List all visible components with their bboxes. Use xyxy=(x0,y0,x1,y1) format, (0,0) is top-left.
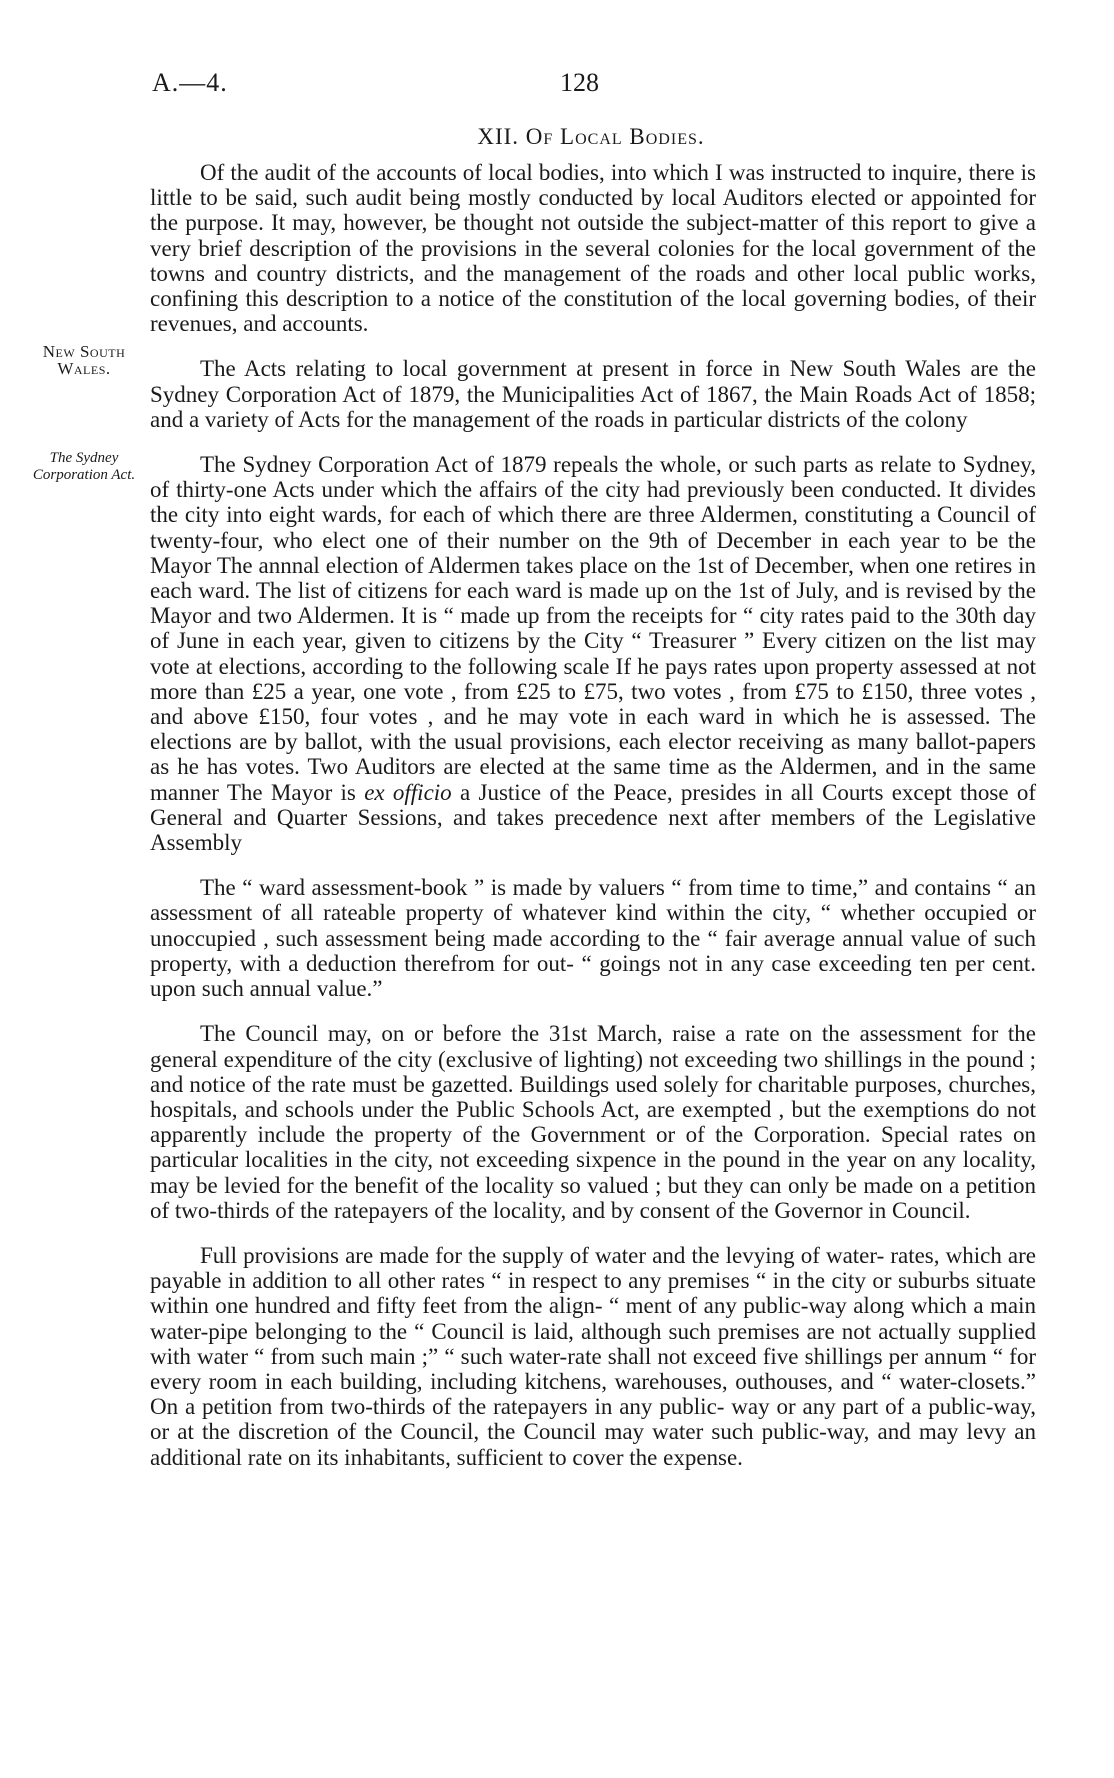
paragraph-local-bodies-audit: Of the audit of the accounts of local bodies, into which I was instructed to inquire, there is little to be said, such audit being mostly conducted by local Auditors elected or appointed for the purpose. It may, however, be thought not outside the subject-matter of this report to give a very brief description of the provisions in the several colonies for the local government of the towns and country districts, and the management of the roads and other local public works, confining this description to a notice of the constitution of the local governing bodies, of their revenues, and accounts. xyxy=(150,160,1036,337)
paragraph-council-rates: The Council may, on or before the 31st March, raise a rate on the assessment for the general expenditure of the city (exclusive of lighting) not exceeding two shillings in the pound ; and notice of the rate must be gazetted. Buildings used solely for charitable purposes, churches, hospitals, and schools under the Public Schools Act, are exempted , but the exemptions do not apparently include the property of the Government or of the Corporation. Special rates on particular localities in the city, not exceeding sixpence in the pound in the year on any locality, may be levied for the benefit of the locality so valued ; but they can only be made on a petition of two-thirds of the ratepayers of the locality, and by consent of the Governor in Council. xyxy=(150,1021,1036,1223)
document-reference: A.—4. xyxy=(152,68,228,97)
paragraph-nsw-acts: The Acts relating to local government at present in force in New South Wales are the Sydney Corporation Act of 1879, the Municipalities Act of 1867, the Main Roads Act of 1858; and a variety of Acts for the management of the roads in particular districts of the colony xyxy=(150,356,1036,432)
paragraph-water-rates: Full provisions are made for the supply of water and the levying of water- rates, which are payable in addition to all other rates “ in respect to any premises “ in the city or suburbs situate within one hundred and fifty feet from the align- “ ment of any public-way along which a main water-pipe belonging to the “ Council is laid, although such premises are not actually supplied with water “ from such main ;” “ such water-rate shall not exceed five shillings per annum “ for every room in each building, including kitchens, warehouses, outhouses, and “ water-closets.” On a petition from two-thirds of the ratepayers in any public- way or any part of a public-way, or at the discretion of the Council, the Council may water such public-way, and may levy an additional rate on its inhabitants, sufficient to cover the expense. xyxy=(150,1242,1036,1470)
italic-ex-officio: ex officio xyxy=(364,779,452,805)
margin-note-sydney-corporation-act: The Sydney Corporation Act. xyxy=(32,450,136,483)
paragraph-sydney-corporation xyxy=(150,452,1036,855)
paragraph-sydney-corporation-text: The Sydney Corporation Act of 1879 repeals the whole, or such parts as relate to Sydney, of thirty-one Acts under which the affairs of the city had previously been conducted. It divides the city into eight wards, for each of which there are three Aldermen, constituting a Council of twenty-four, who elect one of their number on the 9th of December in each year to be the Mayor The annnal election of Aldermen takes place on the 1st of December, when one retires in each ward. The list of citizens for each ward is made up on the 1st of July, and is revised by the Mayor and two Aldermen. It is “ made up from the receipts for “ city rates paid to the 30th day of June in each year, given to citizens by the City “ Treasurer ” Every citizen on the list may vote at elections, according to the following scale If he pays rates upon property assessed at not more than £25 a year, one vote , from £25 to £75, two votes , from £75 to £150, three votes , and above £150, four votes , and he may vote in each ward in which he is assessed. The elections are by ballot, with the usual provisions, each elector receiving as many ballot-papers as he has votes. Two Auditors are elected at the same time as the Aldermen, and in the same manner The Mayor is xyxy=(150,452,1036,805)
margin-note-new-south-wales: New South Wales. xyxy=(42,342,126,378)
paragraph-ward-assessment: The “ ward assessment-book ” is made by valuers “ from time to time,” and contains “ an assessment of all rateable property of whatever kind within the city, “ whether occupied or unoccupied , such assessment being made according to the “ fair average annual value of such property, with a deduction therefrom for out- “ goings not in any case exceeding ten per cent. upon such annual value.” xyxy=(150,875,1036,1002)
section-title: XII. Of Local Bodies. xyxy=(477,124,705,149)
paragraph-sydney-corporation-tail: a Justice of the Peace, presides in all Courts except those of General and Quarter Sessions, and takes precedence next after members of the Legislative Assembly xyxy=(150,779,1037,856)
body-text xyxy=(150,160,1036,1490)
page-number: 128 xyxy=(560,68,599,97)
running-head xyxy=(152,68,1032,102)
